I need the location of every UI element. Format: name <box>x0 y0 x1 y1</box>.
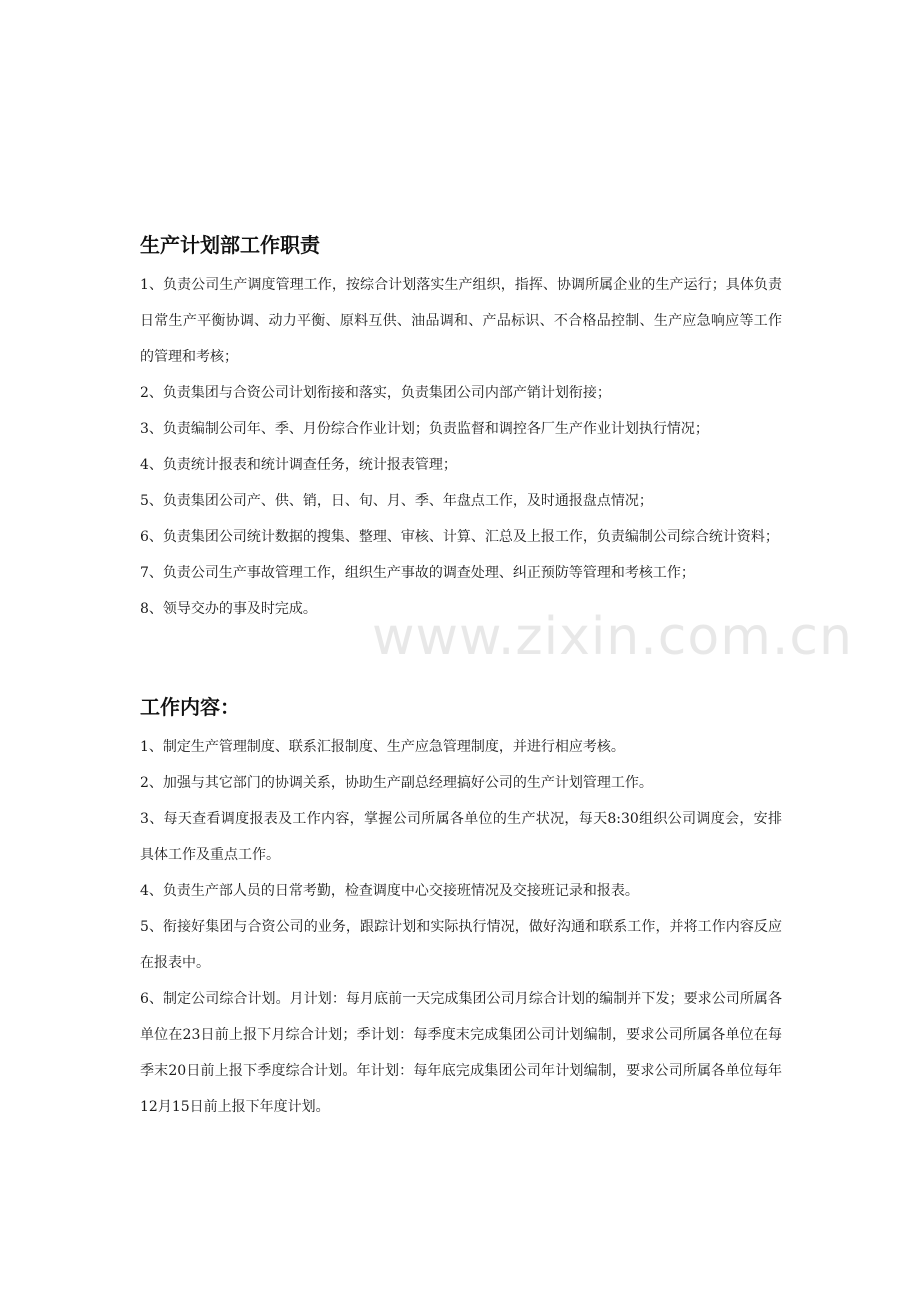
duty-item-4: 4、负责统计报表和统计调查任务，统计报表管理； <box>140 457 457 473</box>
work-item-6: 6、制定公司综合计划。月计划：每月底前一天完成集团公司月综合计划的编制并下发；要求公司所属各单位在23日前上报下月综合计划；季计划：每季度末完成集团公司计划编制，要求公司所属各单位在每季末20日前上报下季度综合计划。年计划：每年底完成集团公司年计划编制，要求公司所属各单位每年12月15日前上报下年度计划。 <box>140 991 782 1115</box>
duty-item-6: 6、负责集团公司统计数据的搜集、整理、审核、计算、汇总及上报工作，负责编制公司综合统计资料； <box>140 529 779 545</box>
duty-item-5: 5、负责集团公司产、供、销，日、旬、月、季、年盘点工作，及时通报盘点情况； <box>140 493 653 509</box>
document-page <box>140 229 782 1125</box>
duty-item-2: 2、负责集团与合资公司计划衔接和落实，负责集团公司内部产销计划衔接； <box>140 385 611 401</box>
work-item-5: 5、衔接好集团与合资公司的业务，跟踪计划和实际执行情况，做好沟通和联系工作，并将工作内容反应在报表中。 <box>140 919 782 971</box>
work-item-2: 2、加强与其它部门的协调关系，协助生产副总经理搞好公司的生产计划管理工作。 <box>140 775 653 791</box>
duty-item-1: 1、负责公司生产调度管理工作，按综合计划落实生产组织，指挥、协调所属企业的生产运行；具体负责日常生产平衡协调、动力平衡、原料互供、油品调和、产品标识、不合格品控制、生产应急响应等工作的管理和考核； <box>140 277 782 365</box>
duty-item-7: 7、负责公司生产事故管理工作，组织生产事故的调查处理、纠正预防等管理和考核工作； <box>140 565 695 581</box>
work-item-1: 1、制定生产管理制度、联系汇报制度、生产应急管理制度，并进行相应考核。 <box>140 739 625 755</box>
watermark-text: www.zixin.com.cn <box>372 607 853 667</box>
work-item-4: 4、负责生产部人员的日常考勤，检查调度中心交接班情况及交接班记录和报表。 <box>140 883 639 899</box>
work-item-3: 3、每天查看调度报表及工作内容，掌握公司所属各单位的生产状况，每天8:30组织公司调度会，安排具体工作及重点工作。 <box>140 811 782 863</box>
section-spacer <box>140 627 782 691</box>
duty-item-3: 3、负责编制公司年、季、月份综合作业计划；负责监督和调控各厂生产作业计划执行情况； <box>140 421 709 437</box>
section-title-responsibilities: 生产计划部工作职责 <box>140 233 320 257</box>
duty-item-8: 8、领导交办的事及时完成。 <box>140 601 317 617</box>
section-title-work-content: 工作内容： <box>140 695 240 719</box>
